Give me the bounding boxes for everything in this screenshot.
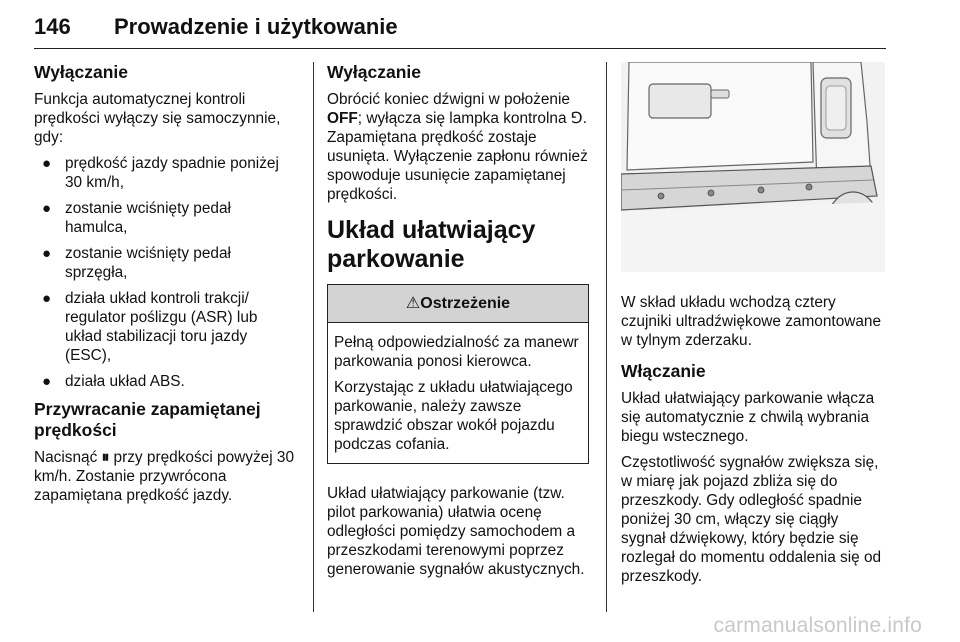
warning-header (328, 285, 588, 323)
bullet-icon: ● (42, 155, 52, 172)
column-divider-1 (313, 62, 314, 612)
pilot-paragraph: Układ ułatwiający parkowanie (tzw. pilot parkowania) ułatwia ocenę odległości pomiędzy samochodem a przeszkodami terenowymi poprzez generowanie sygnałów akustycznych. (327, 485, 585, 578)
list-item: ● zostanie wciśnięty pedał hamulca, (42, 200, 231, 236)
column-3 (621, 62, 887, 593)
resume-paragraph: Nacisnąć ⏸ przy prędkości powyżej 30 km/h. Zostanie przywrócona zapamiętana prędkość jazdy. (34, 449, 295, 504)
list-item: ● działa układ ABS. (42, 373, 185, 390)
warning-paragraph-1: Pełną odpowiedzialność za manewr parkowania ponosi kierowca. (334, 334, 579, 370)
column-divider-2 (606, 62, 607, 612)
warning-paragraph-2: Korzystając z układu ułatwiającego parkowanie, należy zawsze sprawdzić obszar wokół pojazdu podczas cofania. (334, 379, 573, 453)
heading-wylaczanie: Wyłączanie (34, 62, 129, 82)
list-item: ● działa układ kontroli trakcji/ regulator poślizgu (ASR) lub układ stabilizacji toru jazdy (ESC), (42, 290, 258, 364)
control-lamp-icon: ⅁ (570, 110, 583, 127)
off-paragraph: Obrócić koniec dźwigni w położenie OFF; wyłącza się lampka kontrolna ⅁. Zapamiętana prędkość zostaje usunięta. Wyłączenie zapłonu również spowoduje usunięcie zapamiętanej prędkości. (327, 91, 588, 203)
column-2 (327, 62, 589, 586)
column-1 (34, 62, 296, 512)
heading-wlaczanie: Włączanie (621, 361, 706, 381)
sensors-paragraph: W skład układu wchodzą cztery czujniki ultradźwiękowe zamontowane w tylnym zderzaku. (621, 294, 882, 349)
deactivation-list (34, 154, 296, 391)
resume-icon: ⏸ (101, 449, 110, 466)
vehicle-rear-illustration (621, 62, 885, 272)
intro-paragraph: Funkcja automatycznej kontroli prędkości wyłączy się samoczynnie, gdy: (34, 91, 281, 146)
heading-przywracanie: Przywracanie zapamiętanej prędkości (34, 399, 261, 440)
page-header (34, 4, 886, 49)
heading-wylaczanie-2: Wyłączanie (327, 62, 422, 82)
bullet-icon: ● (42, 245, 52, 262)
list-item: ● zostanie wciśnięty pedał sprzęgła, (42, 245, 231, 281)
bullet-icon: ● (42, 200, 52, 217)
list-item: ● prędkość jazdy spadnie poniżej 30 km/h, (42, 155, 279, 191)
rear-bumper-illustration (621, 62, 885, 272)
off-keyword: OFF (327, 110, 358, 127)
page-title: Prowadzenie i użytkowanie (114, 14, 398, 39)
bullet-icon: ● (42, 373, 52, 390)
watermark: carmanualsonline.info (713, 614, 922, 637)
warning-body (328, 323, 588, 463)
activation-paragraph: Układ ułatwiający parkowanie włącza się automatycznie z chwilą wybrania biegu wstecznego. (621, 390, 875, 445)
page-number: 146 (34, 14, 71, 39)
warning-icon: ⚠ (405, 295, 421, 312)
warning-box (327, 284, 589, 464)
warning-title: Ostrzeżenie (420, 295, 511, 312)
frequency-paragraph: Częstotliwość sygnałów zwiększa się, w miarę jak pojazd zbliża się do przeszkody. Gdy odległość spadnie poniżej 30 cm, włączy się ciągły sygnał dźwiękowy, który będzie się rozlegał do momentu oddalenia się od przeszkody. (621, 454, 882, 585)
heading-parking-assist: Układ ułatwiający parkowanie (327, 216, 536, 273)
bullet-icon: ● (42, 290, 52, 307)
